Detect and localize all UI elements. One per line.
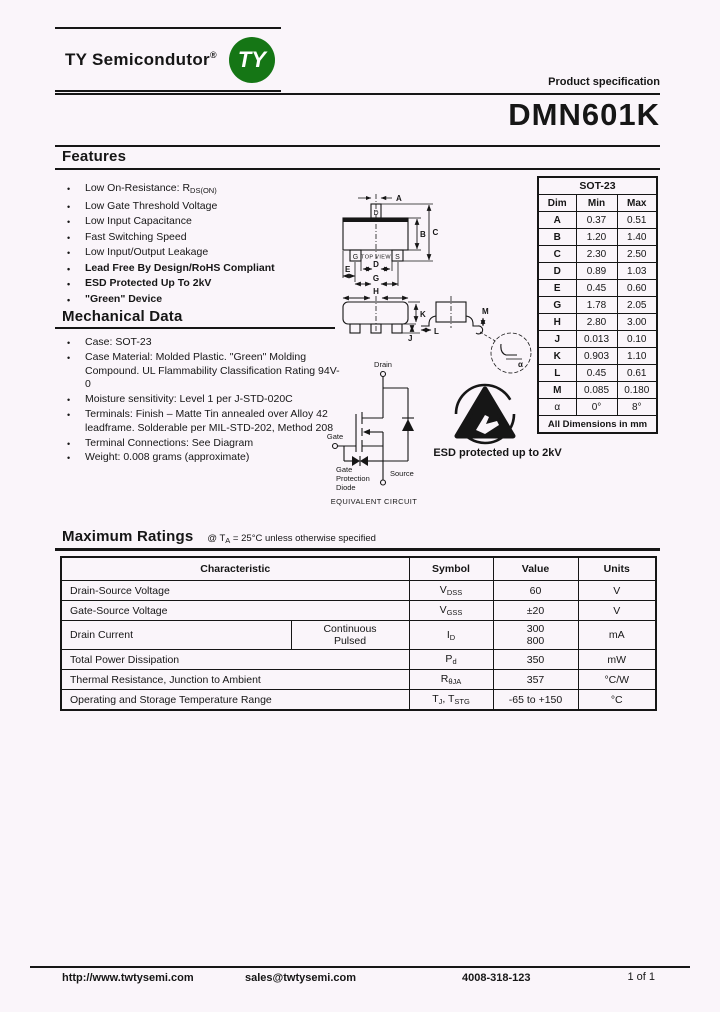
mechanical-list: [64, 336, 342, 466]
circuit-caption: EQUIVALENT CIRCUIT: [330, 497, 418, 506]
feature-item: • Lead Free By Design/RoHS Compliant: [64, 261, 332, 277]
side-lead-right: [466, 316, 483, 334]
table-row: M 0.085 0.180: [538, 382, 657, 399]
feature-item: • Low Input Capacitance: [64, 214, 332, 230]
svg-text:Protection: Protection: [336, 474, 370, 483]
drain-label: Drain: [374, 360, 392, 369]
svg-text:Diode: Diode: [336, 483, 356, 492]
sot23-dimensions-table: [537, 176, 658, 434]
feature-item: • Fast Switching Speed: [64, 230, 332, 246]
table-row: Drain-Source Voltage $V_{DSS}$ 60 V: [61, 581, 656, 601]
dims-title: SOT-23: [538, 177, 657, 195]
table-row: Operating and Storage Temperature Range $T_J$, $T_{STG}$ -65 to +150 °C: [61, 690, 656, 711]
mechanical-title: Mechanical Data: [62, 308, 183, 325]
maxratings-rule: [55, 548, 660, 551]
mechanical-item: • Weight: 0.008 grams (approximate): [64, 451, 342, 465]
brand-logo-icon: TY: [229, 37, 275, 83]
equivalent-circuit-diagram: [322, 358, 426, 508]
package-body-front-view: [343, 302, 408, 324]
top-view-caption: TOP VIEW: [361, 254, 391, 261]
esd-caption: ESD protected up to 2kV: [433, 447, 562, 459]
table-row: D 0.89 1.03: [538, 263, 657, 280]
gate-terminal: [333, 444, 338, 449]
feature-item: • Low Gate Threshold Voltage: [64, 199, 332, 215]
mechanical-item: • Moisture sensitivity: Level 1 per J-STD-020C: [64, 393, 342, 407]
source-label: Source: [390, 469, 414, 478]
dim-label-k: K: [420, 310, 426, 319]
footer-rule: [30, 966, 690, 968]
footer-email: sales@twtysemi.com: [245, 972, 356, 984]
dim-label-e: E: [345, 265, 351, 274]
table-row: Total Power Dissipation $P_d$ 350 mW: [61, 650, 656, 670]
dim-label-d: D: [373, 260, 379, 269]
drain-terminal: [381, 372, 386, 377]
dim-label-g: G: [372, 274, 380, 283]
detail-lead-bend: [501, 344, 517, 355]
spec-label: Product specification: [548, 76, 660, 88]
table-row: α 0° 8°: [538, 399, 657, 416]
title-rule: [55, 145, 660, 147]
lead-detail-circle: [491, 333, 531, 373]
dim-label-b: B: [420, 230, 426, 239]
protection-diode-right: [360, 456, 368, 466]
mechanical-rule: [55, 327, 335, 329]
registered-mark: ®: [209, 49, 217, 60]
footer-page-number: 1 of 1: [627, 971, 655, 983]
feature-item: • "Green" Device: [64, 292, 332, 308]
features-list: [64, 181, 332, 307]
package-outline-diagram: [330, 170, 540, 380]
pin-label-right: S: [395, 254, 400, 261]
mosfet-body-arrow: [363, 429, 370, 435]
body-diode: [402, 419, 414, 431]
dim-label-j: J: [408, 334, 413, 343]
table-row: L 0.45 0.61: [538, 365, 657, 382]
table-row: Thermal Resistance, Junction to Ambient $R_{\theta JA}$ 357 °C/W: [61, 670, 656, 690]
pin-label-left: G: [352, 254, 359, 261]
source-terminal: [381, 480, 386, 485]
feature-item: • ESD Protected Up To 2kV: [64, 276, 332, 292]
gate-label: Gate: [326, 432, 344, 441]
dim-label-alpha: α: [518, 360, 523, 369]
table-row: G 1.78 2.05: [538, 297, 657, 314]
part-number: DMN601K: [508, 97, 660, 132]
table-row: J 0.013 0.10: [538, 331, 657, 348]
table-row: H 2.80 3.00: [538, 314, 657, 331]
dim-label-l: L: [434, 327, 439, 336]
table-row: E 0.45 0.60: [538, 280, 657, 297]
mechanical-item: • Terminals: Finish – Matte Tin annealed over Alloy 42 leadframe. Solderable per MIL-STD-202, Method 208: [64, 408, 342, 436]
front-pin-3: [392, 324, 402, 333]
front-pin-1: [350, 324, 360, 333]
body-top-edge: [343, 218, 408, 222]
protection-diode-label: Gate: [336, 465, 353, 474]
features-title: Features: [62, 148, 127, 165]
pin-label-top: D: [373, 210, 379, 217]
maxratings-condition: @ $T_A = 25^\circ C$ unless otherwise specified: [207, 533, 376, 545]
maxratings-title: Maximum Ratings @ $T_A = 25^\circ C$ unless otherwise specified: [62, 528, 376, 545]
feature-item: • Low On-Resistance: $R_{DS(ON)}$: [64, 181, 332, 199]
table-row: Gate-Source Voltage $V_{GSS}$ ±20 V: [61, 601, 656, 621]
footer-url: http://www.twtysemi.com: [62, 972, 194, 984]
dims-header-dim: Dim: [538, 195, 576, 212]
dim-label-a: A: [396, 194, 402, 203]
header-rule: [55, 93, 660, 95]
dim-label-h: H: [373, 287, 379, 296]
maximum-ratings-table: [60, 556, 657, 711]
mechanical-item: • Terminal Connections: See Diagram: [64, 437, 342, 451]
dims-footer: All Dimensions in mm: [538, 416, 657, 434]
brand-name: TY Semicondutor®: [65, 49, 217, 69]
dims-header-min: Min: [576, 195, 617, 212]
dim-label-m: M: [482, 307, 489, 316]
dim-label-c: C: [432, 228, 439, 237]
package-body-top-view: [343, 218, 408, 250]
table-row: C 2.30 2.50: [538, 246, 657, 263]
protection-diode-left: [352, 456, 360, 466]
table-row: K 0.903 1.10: [538, 348, 657, 365]
table-row: B 1.20 1.40: [538, 229, 657, 246]
feature-item: • Low Input/Output Leakage: [64, 245, 332, 261]
table-row: A 0.37 0.51: [538, 212, 657, 229]
dims-header-max: Max: [617, 195, 657, 212]
esd-symbol: [438, 380, 548, 448]
table-row: Drain Current Continuous Pulsed $I_D$ 300 800 mA: [61, 621, 656, 650]
footer-phone: 4008-318-123: [462, 972, 531, 984]
mechanical-item: • Case: SOT-23: [64, 336, 342, 350]
brand-logo-box: [55, 27, 281, 92]
table-header-row: Characteristic Symbol Value Units: [61, 557, 656, 581]
mechanical-item: • Case Material: Molded Plastic. "Green" Molding Compound. UL Flammability Classification Rating 94V-0: [64, 351, 342, 392]
